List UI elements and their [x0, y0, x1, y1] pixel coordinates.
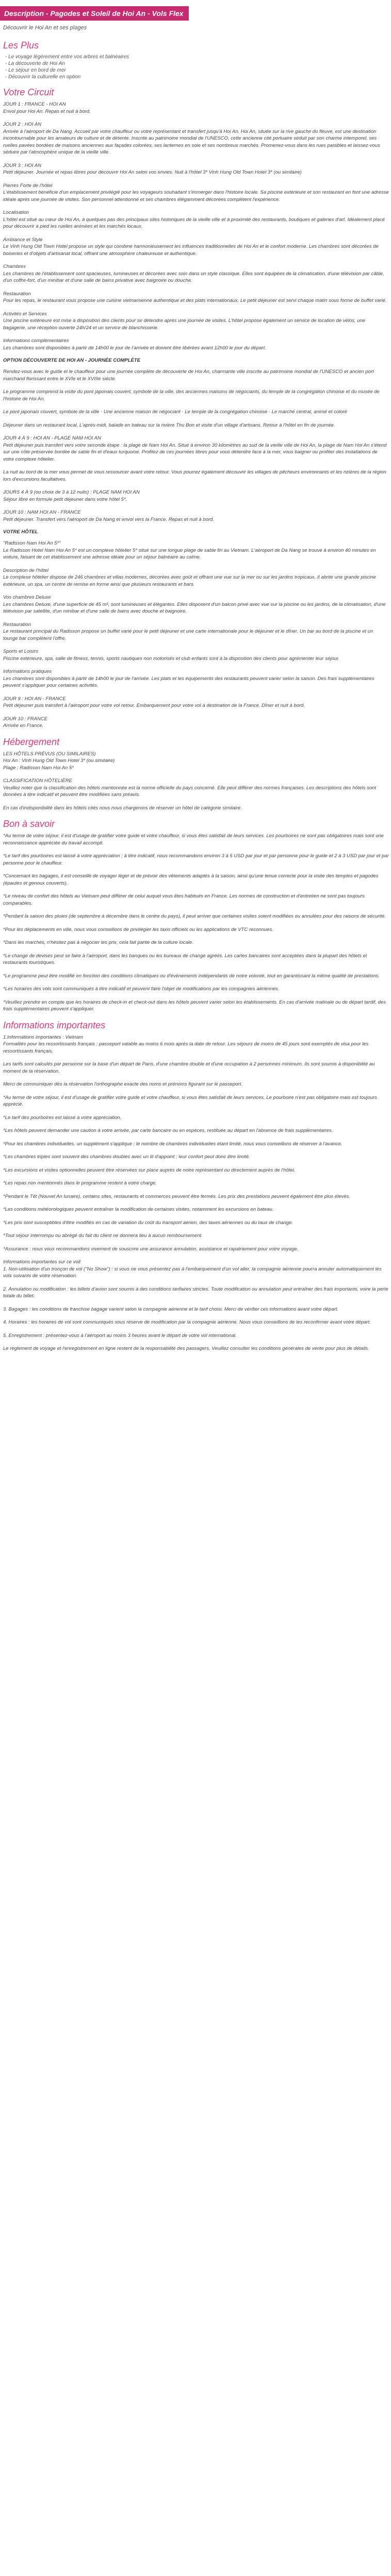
hotels-paragraph: Vos chambres Deluxe Les chambres Deluxe, d'une superficie de 45 m², sont lumineuses et élégantes. Elles disposent d'un balcon privé avec vue sur la piscine ou les jardins, de la climatisation, d'une télévision par satellite, d'un minibar et d'une salle de bains avec douche et baignoire. — [3, 595, 386, 614]
info-section — [2, 1034, 389, 1352]
hotels-paragraph: "Radisson Nam Hoi An 5*" Le Radisson Hotel Nam Hoi An 5* est un complexe hôtelier 5* situé sur une longue plage de sable fin au Vietnam. L'aéroport de Da Nang se trouve à environ 40 minutes en voiture, faisant de cet établissement une adresse idéale pour un séjour balnéaire au calme. — [3, 540, 376, 560]
options-paragraph: Le pont japonais couvert, symbole de la ville · Une ancienne maison de négociant · Le temple de la congrégation chinoise · Le marché central, animé et coloré — [3, 409, 347, 415]
tagline: Découvrir le Hoi An et ses plages — [3, 25, 87, 31]
beach-section — [2, 435, 389, 523]
page — [0, 6, 391, 1379]
info-paragraph: *Les hôtels peuvent demander une caution à votre arrivée, par carte bancaire ou en espèces, restituée au départ en l'absence de frais supplémentaires. — [3, 1128, 333, 1133]
beach-paragraph: JOURS 4 À 9 (ou choix de 3 à 12 nuits) : PLAGE NAM HOI AN Séjour libre en formule petit déjeuner dans votre hôtel 5*. — [3, 489, 140, 502]
options-paragraph: Le programme comprend la visite du pont japonais couvert, symbole de la ville, des anciennes maisons de négociants, du temple de la congrégation chinoise et du musée de l'histoire de Hoi An. — [3, 389, 380, 402]
hotels-paragraph: Informations pratiques Les chambres sont disponibles à partir de 14h00 le jour de l'arrivée. Les plats et les équipements des restaurants peuvent varier selon la saison. Des frais supplémentaires peuvent s'appliquer pour certaines activités. — [3, 669, 374, 688]
itinerary-paragraph: Ambiance et Style Le Vinh Hung Old Town Hotel propose un style qui combine harmonieusement les influences traditionnelles de Hoi An et le confort moderne. Les chambres sont décorées de boiseries et d'objets d'artisanat local, offrant une atmosphère chaleureuse et authentique. — [3, 236, 379, 257]
tips-paragraph: *Le change de devises peut se faire à l'aéroport, dans les banques ou les bureaux de change agréés. Les cartes bancaires sont acceptées dans la plupart des hôtels et restaurants touristiques. — [3, 953, 367, 965]
itinerary-heading: Votre Circuit — [3, 87, 54, 97]
info-paragraph: *Pour les chambres individuelles, un supplément s'applique ; le nombre de chambres individuelles étant limité, nous vous conseillons de réserver à l'avance. — [3, 1141, 343, 1147]
beach-paragraph: JOUR 4 À 9 : HOI AN - PLAGE NAM HOI AN Petit déjeuner puis transfert vers votre seconde étape : la plage de Nam Hoi An. Situé à environ 30 kilomètres au sud de la vieille ville de Hoi An, la plage de Nam Hoi An s'étend sur une côte préservée bordée de sable fin et d'eaux turquoise. Profitez de ces journées libres pour vous détendre face à la mer, vous baigner ou profiter des installations de votre complexe hôtelier. — [3, 435, 387, 462]
tips-paragraph: *Au terme de votre séjour, il est d'usage de gratifier votre guide et votre chauffeur, si vous êtes satisfait de leurs services. Les pourboires ne sont pas obligatoires mais sont une reconnaissance appréciée du travail accompli. — [3, 833, 384, 846]
tips-paragraph: *Les horaires des vols sont communiqués à titre indicatif et peuvent faire l'objet de modifications par les compagnies aériennes. — [3, 986, 280, 992]
info-paragraph: *Assurance : nous vous recommandons vivement de souscrire une assurance annulation, assistance et rapatriement pour votre voyage. — [3, 1246, 299, 1252]
tips-paragraph: *Pour les déplacements en ville, nous vous conseillons de privilégier les taxis officiels ou les applications de VTC reconnues. — [3, 926, 273, 933]
page-title: Description - Pagodes et Soleil de Hoi An - Vols Flex — [0, 6, 189, 21]
plus-item: - Découvrir la culturelle en option — [5, 74, 389, 80]
plus-item: - Le séjour en bord de mer — [5, 67, 389, 73]
itinerary-paragraph: JOUR 1 : FRANCE - HOI AN Envol pour Hoi An. Repas et nuit à bord. — [3, 101, 91, 114]
info-paragraph: *Tout séjour interrompu ou abrégé du fait du client ne donnera lieu à aucun remboursement. — [3, 1233, 203, 1239]
info-paragraph: 2. Annulation ou modification : les billets d'avion sont soumis à des conditions tarifaires strictes. Toute modification ou annulation peut entraîner des frais importants, voire la perte totale du billet. — [3, 1286, 388, 1299]
options-paragraph: Déjeuner dans un restaurant local. L'après-midi, balade en bateau sur la rivière Thu Bon et visite d'un village d'artisans. Retour à l'hôtel en fin de journée. — [3, 422, 335, 428]
itinerary-paragraph: Pierres Forte de l'hôtel L'établissement bénéficie d'un emplacement privilégié pour les voyageurs souhaitant s'immerger dans l'histoire locale. Sa piscine extérieure et son restaurant en font une adresse idéale après une journée de visites. Son personnel attentionné et ses chambres élégamment décorées complètent l'expérience. — [3, 182, 389, 202]
options-heading: OPTION DÉCOUVERTE DE HOI AN - JOURNÉE COMPLÈTE — [3, 358, 141, 363]
info-paragraph: 3. Bagages : les conditions de franchise bagage varient selon la compagnie aérienne et le tarif choisi. Merci de vérifier ces informations avant votre départ. — [3, 1306, 339, 1312]
hotels-section — [2, 540, 389, 689]
info-paragraph: 4. Horaires : les horaires de vol sont communiqués sous réserve de modification par la compagnie aérienne. Nous vous conseillons de les reconfirmer avant votre départ. — [3, 1319, 371, 1325]
info-heading: Informations importantes — [3, 1020, 106, 1030]
info-paragraph: *Les repas non mentionnés dans le programme restent à votre charge. — [3, 1180, 157, 1186]
tips-paragraph: *Le tarif des pourboires est laissé à votre appréciation ; à titre indicatif, nous recommandons environ 3 à 5 USD par jour et par personne pour le guide et 2 à 3 USD par jour et par personne pour le chauffeur. — [3, 853, 389, 866]
info-paragraph: *Au terme de votre séjour, il est d'usage de gratifier votre guide et votre chauffeur, si vous êtes satisfait de leurs services. Le pourboire n'est pas obligatoire mais est toujours apprécié. — [3, 1094, 377, 1107]
tips-paragraph: *Concernant les bagages, il est conseillé de voyager léger et de prévoir des vêtements adaptés à la saison, ainsi qu'une tenue correcte pour la visite des temples et pagodes (épaules et genoux couverts). — [3, 873, 379, 886]
bottom-spacer — [2, 1359, 389, 1379]
tips-section — [2, 833, 389, 1013]
info-paragraph: 5. Enregistrement : présentez-vous à l'aéroport au moins 3 heures avant le départ de votre vol international. — [3, 1332, 237, 1338]
plus-item: - Le voyage légèrement entre vos arbres et balnéaires — [5, 54, 389, 60]
info-paragraph: *Les excursions et visites optionnelles peuvent être réservées sur place auprès de notre représentant ou directement auprès de l'hôtel. — [3, 1167, 296, 1173]
itinerary-paragraph: Localisation L'hôtel est situé au cœur de Hoi An, à quelques pas des principaux sites historiques de la vieille ville et à proximité des restaurants, boutiques et galeries d'art. Idéalement placé pour découvrir à pied les ruelles animées et les marchés locaux. — [3, 210, 385, 229]
itinerary-paragraph: JOUR 2 : HOI AN Arrivée à l'aéroport de Da Nang. Accueil par votre chauffeur ou votre représentant et transfert jusqu'à Hoi An. Hoi An, située sur la rive gauche du fleuve, est une destination incontournable pour les amateurs de culture et de détente. Inscrite au patrimoine mondial de l'UNESCO, cette ancienne cité portuaire séduit par son charme intemporel, ses ruelles pavées bordées de maisons anciennes aux façades colorées, ses lanternes en soie et ses nombreux marchés. Promenez-vous dans les rues paisibles et laissez-vous séduire par l'atmosphère unique de la vieille ville. — [3, 122, 380, 155]
tips-heading: Bon à savoir — [3, 819, 55, 829]
info-paragraph: *Les prix sont susceptibles d'être modifiés en cas de variation du coût du transport aérien, des taxes aériennes ou du taux de change. — [3, 1219, 294, 1226]
accommodation-paragraph: En cas d'indisponibilité dans les hôtels cités nous nous chargerons de réserver un hôtel de catégorie similaire. — [3, 805, 242, 811]
plus-item: - La découverte de Hoi An — [5, 61, 389, 66]
accommodation-paragraph: CLASSIFICATION HÔTELIÈRE Veuillez noter que la classification des hôtels mentionnée est la norme officielle du pays concerné. Elle peut différer des normes françaises. Les descriptions des hôtels sont données à titre indicatif et peuvent être modifiées sans préavis. — [3, 778, 377, 798]
info-paragraph: 1.Informations importantes : Vietnam Formalités pour les ressortissants français : passeport valable au moins 6 mois après la date de retour. Les séjours de moins de 45 jours sont exemptés de visa pour les ressortissants français. — [3, 1034, 369, 1054]
options-section — [2, 368, 389, 429]
info-paragraph: *Pendant le Têt (Nouvel An lunaire), certains sites, restaurants et commerces peuvent être fermés. Les prix des prestations peuvent également être plus élevés. — [3, 1193, 350, 1199]
accommodation-paragraph: LES HÔTELS PRÉVUS (OU SIMILAIRES) Hoi An : Vinh Hung Old Town Hotel 3* (ou similaire) Plage : Radisson Nam Hoi An 5* — [3, 751, 115, 771]
itinerary-paragraph: Restauration Pour les repas, le restaurant vous propose une cuisine vietnamienne authentique et des plats internationaux. Le petit déjeuner est servi chaque matin sous forme de buffet varié. — [3, 291, 387, 303]
tips-paragraph: *Veuillez prendre en compte que les horaires de check-in et check-out dans les hôtels peuvent varier selon les établissements. En cas d'arrivée matinale ou de départ tardif, des frais supplémentaires peuvent s'appliquer. — [3, 999, 386, 1012]
info-paragraph: Les tarifs sont calculés par personne sur la base d'un départ de Paris, d'une chambre double et d'une occupation à 2 personnes minimum. Ils sont soumis à disponibilité au moment de la réservation. — [3, 1061, 375, 1074]
itinerary-section — [2, 101, 389, 351]
route-paragraph: JOUR 10 : FRANCE Arrivée en France. — [3, 716, 48, 728]
route-section — [2, 696, 389, 730]
itinerary-paragraph: Chambres Les chambres de l'établissement sont spacieuses, lumineuses et décorées avec soin dans un style classique. Elles sont équipées de la climatisation, d'une télévision par câble, d'un coffre-fort, d'un minibar et d'une salle de bains privative avec baignoire ou douche. — [3, 264, 384, 283]
info-paragraph: *Le tarif des pourboires est laissé à votre appréciation. — [3, 1114, 122, 1121]
plus-list — [5, 54, 389, 80]
beach-paragraph: JOUR 10 : NAM HOI AN - FRANCE Petit déjeuner. Transfert vers l'aéroport de Da Nang et envol vers la France. Repas et nuit à bord. — [3, 510, 214, 522]
hotels-heading: VOTRE HÔTEL — [3, 529, 38, 535]
tips-paragraph: *Pendant la saison des pluies (de septembre à décembre dans le centre du pays), il peut arriver que certaines visites soient modifiées ou annulées pour des raisons de sécurité. — [3, 913, 386, 919]
info-paragraph: Informations importantes sur ce voll 1. Non-utilisation d'un tronçon de vol ("No Show") : si vous ne vous présentez pas à l'embarquement d'un vol aller, la compagnie aérienne pourra annuler automatiquement les vols suivants de votre réservation. — [3, 1259, 382, 1279]
options-paragraph: Rendez-vous avec le guide et le chauffeur pour une journée complète de découverte de Hoi An, charmante ville inscrite au patrimoine mondial de l'UNESCO et ancien port marchand florissant entre le XVIe et le XVIIIe siècle. — [3, 369, 374, 382]
info-paragraph: Le règlement de voyage et l'enregistrement en ligne restent de la responsabilité des passagers. Veuillez consulter les conditions générales de vente pour plus de détails. — [3, 1346, 369, 1351]
accommodation-heading: Hébergement — [3, 736, 60, 747]
info-paragraph: *Les chambres triples sont souvent des chambres doubles avec un lit d'appoint ; leur confort peut donc être limité. — [3, 1154, 250, 1160]
itinerary-paragraph: Informations complémentaires Les chambres sont disponibles à partir de 14h00 le jour de l'arrivée et doivent être libérées avant 12h00 le jour du départ. — [3, 338, 266, 351]
content — [0, 25, 391, 1379]
itinerary-paragraph: Activités et Services Une piscine extérieure est mise à disposition des clients pour se détendre après une journée de visites. L'hôtel propose également un service de location de vélos, une bagagerie, une réception ouverte 24h/24 et un service de blanchisserie. — [3, 311, 366, 331]
itinerary-paragraph: JOUR 3 : HOI AN Petit déjeuner. Journée et repas libres pour découvrir Hoi An selon vos envies. Nuit à l'hôtel 3* Vinh Hung Old Town Hotel 3* (ou similaire) — [3, 162, 302, 175]
tips-paragraph: *Le programme peut être modifié en fonction des conditions climatiques ou d'événements indépendants de notre volonté, tout en garantissant la même qualité de prestations. — [3, 973, 380, 979]
hotels-paragraph: Description de l'hôtel Le complexe hôtelier dispose de 246 chambres et villas modernes, décorées avec goût et offrant une vue sur la mer ou sur les jardins tropicaux. Il abrite une grande piscine extérieure, un spa, un centre de remise en forme ainsi que plusieurs restaurants et bars. — [3, 567, 376, 587]
route-paragraph: JOUR 9 : HOI AN - FRANCE Petit déjeuner puis transfert à l'aéroport pour votre vol retour. Embarquement pour votre vol à destination de la France. Dîner et nuit à bord. — [3, 696, 305, 708]
accommodation-section — [2, 751, 389, 812]
tips-paragraph: *Dans les marchés, n'hésitez pas à négocier les prix, cela fait partie de la culture locale. — [3, 940, 193, 945]
info-paragraph: Merci de communiquer dès la réservation l'orthographe exacte des noms et prénoms figurant sur le passeport. — [3, 1081, 242, 1087]
hotels-paragraph: Sports et Loisirs Piscine extérieure, spa, salle de fitness, tennis, sports nautiques non motorisés et club enfants sont à la disposition des clients pour agrémenter leur séjour. — [3, 649, 340, 662]
hotels-paragraph: Restauration Le restaurant principal du Radisson propose un buffet varié pour le petit déjeuner et une carte internationale pour le déjeuner et le dîner. Un bar au bord de la piscine et un lounge bar complètent l'offre. — [3, 621, 373, 641]
info-paragraph: *Les conditions météorologiques peuvent entraîner la modification de certaines visites, notamment les excursions en bateau. — [3, 1207, 274, 1212]
tips-paragraph: *Le niveau de confort des hôtels au Vietnam peut différer de celui auquel vous êtes habitués en France. Les normes de construction et d'entretien ne sont pas toujours comparables. — [3, 893, 365, 906]
plus-heading: Les Plus — [3, 40, 39, 50]
beach-paragraph: La nuit au bord de la mer vous permet de vous ressourcer avant votre retour. Vous pourrez également découvrir les villages de pêcheurs environnants et les rizières de la région lors d'excursions facultatives. — [3, 469, 386, 482]
